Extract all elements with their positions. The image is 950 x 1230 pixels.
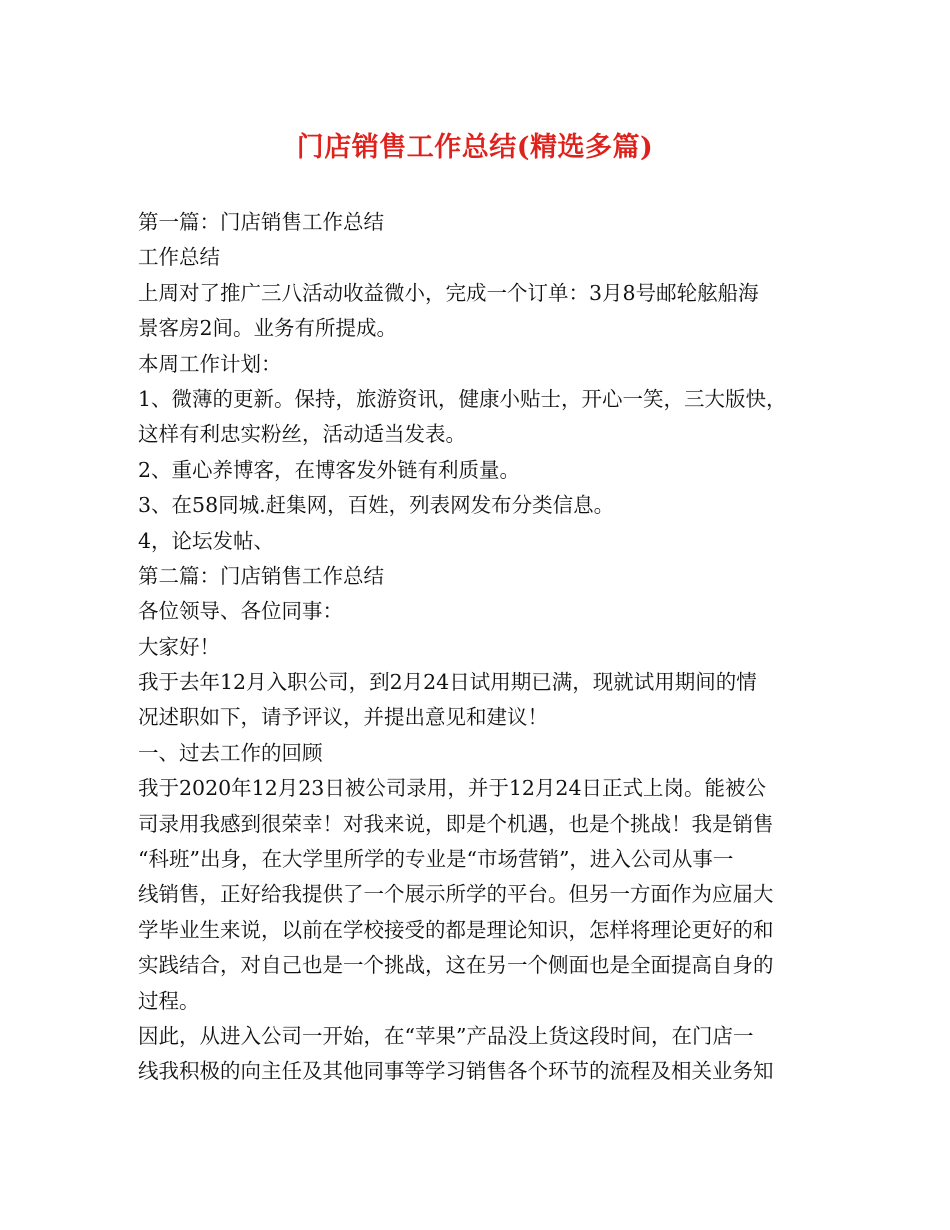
- text-line: 上周对了推广三八活动收益微小，完成一个订单：3月8号邮轮舷船海: [138, 280, 759, 305]
- text-line: 第二篇：门店销售工作总结: [138, 563, 384, 588]
- text-line: 2、重心养博客，在博客发外链有利质量。: [138, 457, 521, 482]
- text-line: 线销售，正好给我提供了一个展示所学的平台。但另一方面作为应届大: [138, 882, 774, 907]
- text-line: 线我积极的向主任及其他同事等学习销售各个环节的流程及相关业务知: [138, 1059, 774, 1084]
- text-line: 一、过去工作的回顾: [138, 740, 323, 765]
- text-line: 司录用我感到很荣幸！对我来说，即是个机遇，也是个挑战！我是销售: [138, 811, 774, 836]
- text-line: 4，论坛发帖、: [138, 528, 275, 553]
- text-line: 本周工作计划：: [138, 351, 282, 376]
- text-line: “科班”出身，在大学里所学的专业是“市场营销”，进入公司从事一: [138, 847, 734, 872]
- text-line: 过程。: [138, 988, 200, 1013]
- text-line: 各位领导、各位同事：: [138, 599, 343, 624]
- text-line: 学毕业生来说，以前在学校接受的都是理论知识，怎样将理论更好的和: [138, 917, 774, 942]
- text-line: 实践结合，对自己也是一个挑战，这在另一个侧面也是全面提高自身的: [138, 953, 774, 978]
- text-line: 景客房2间。业务有所提成。: [138, 316, 398, 341]
- text-line: 第一篇：门店销售工作总结: [138, 210, 384, 234]
- text-line: 大家好！: [138, 634, 220, 659]
- document-body: [138, 205, 828, 1090]
- text-line: 1、微薄的更新。保持，旅游资讯，健康小贴士，开心一笑，三大版快，: [138, 386, 787, 411]
- text-line: 况述职如下，请予评议，并提出意见和建议！: [138, 705, 548, 730]
- text-line: 这样有利忠实粉丝，活动适当发表。: [138, 422, 466, 447]
- text-line: 3、在58同城.赶集网，百姓，列表网发布分类信息。: [138, 493, 615, 518]
- text-line: 我于2020年12月23日被公司录用，并于12月24日正式上岗。能被公: [138, 776, 767, 801]
- document-title: 门店销售工作总结(精选多篇): [296, 132, 654, 163]
- text-line: 因此，从进入公司一开始，在“苹果”产品没上货这段时间，在门店一: [138, 1023, 754, 1048]
- text-line: 工作总结: [138, 245, 220, 270]
- text-line: 我于去年12月入职公司，到2月24日试用期已满，现就试用期间的情: [138, 670, 757, 695]
